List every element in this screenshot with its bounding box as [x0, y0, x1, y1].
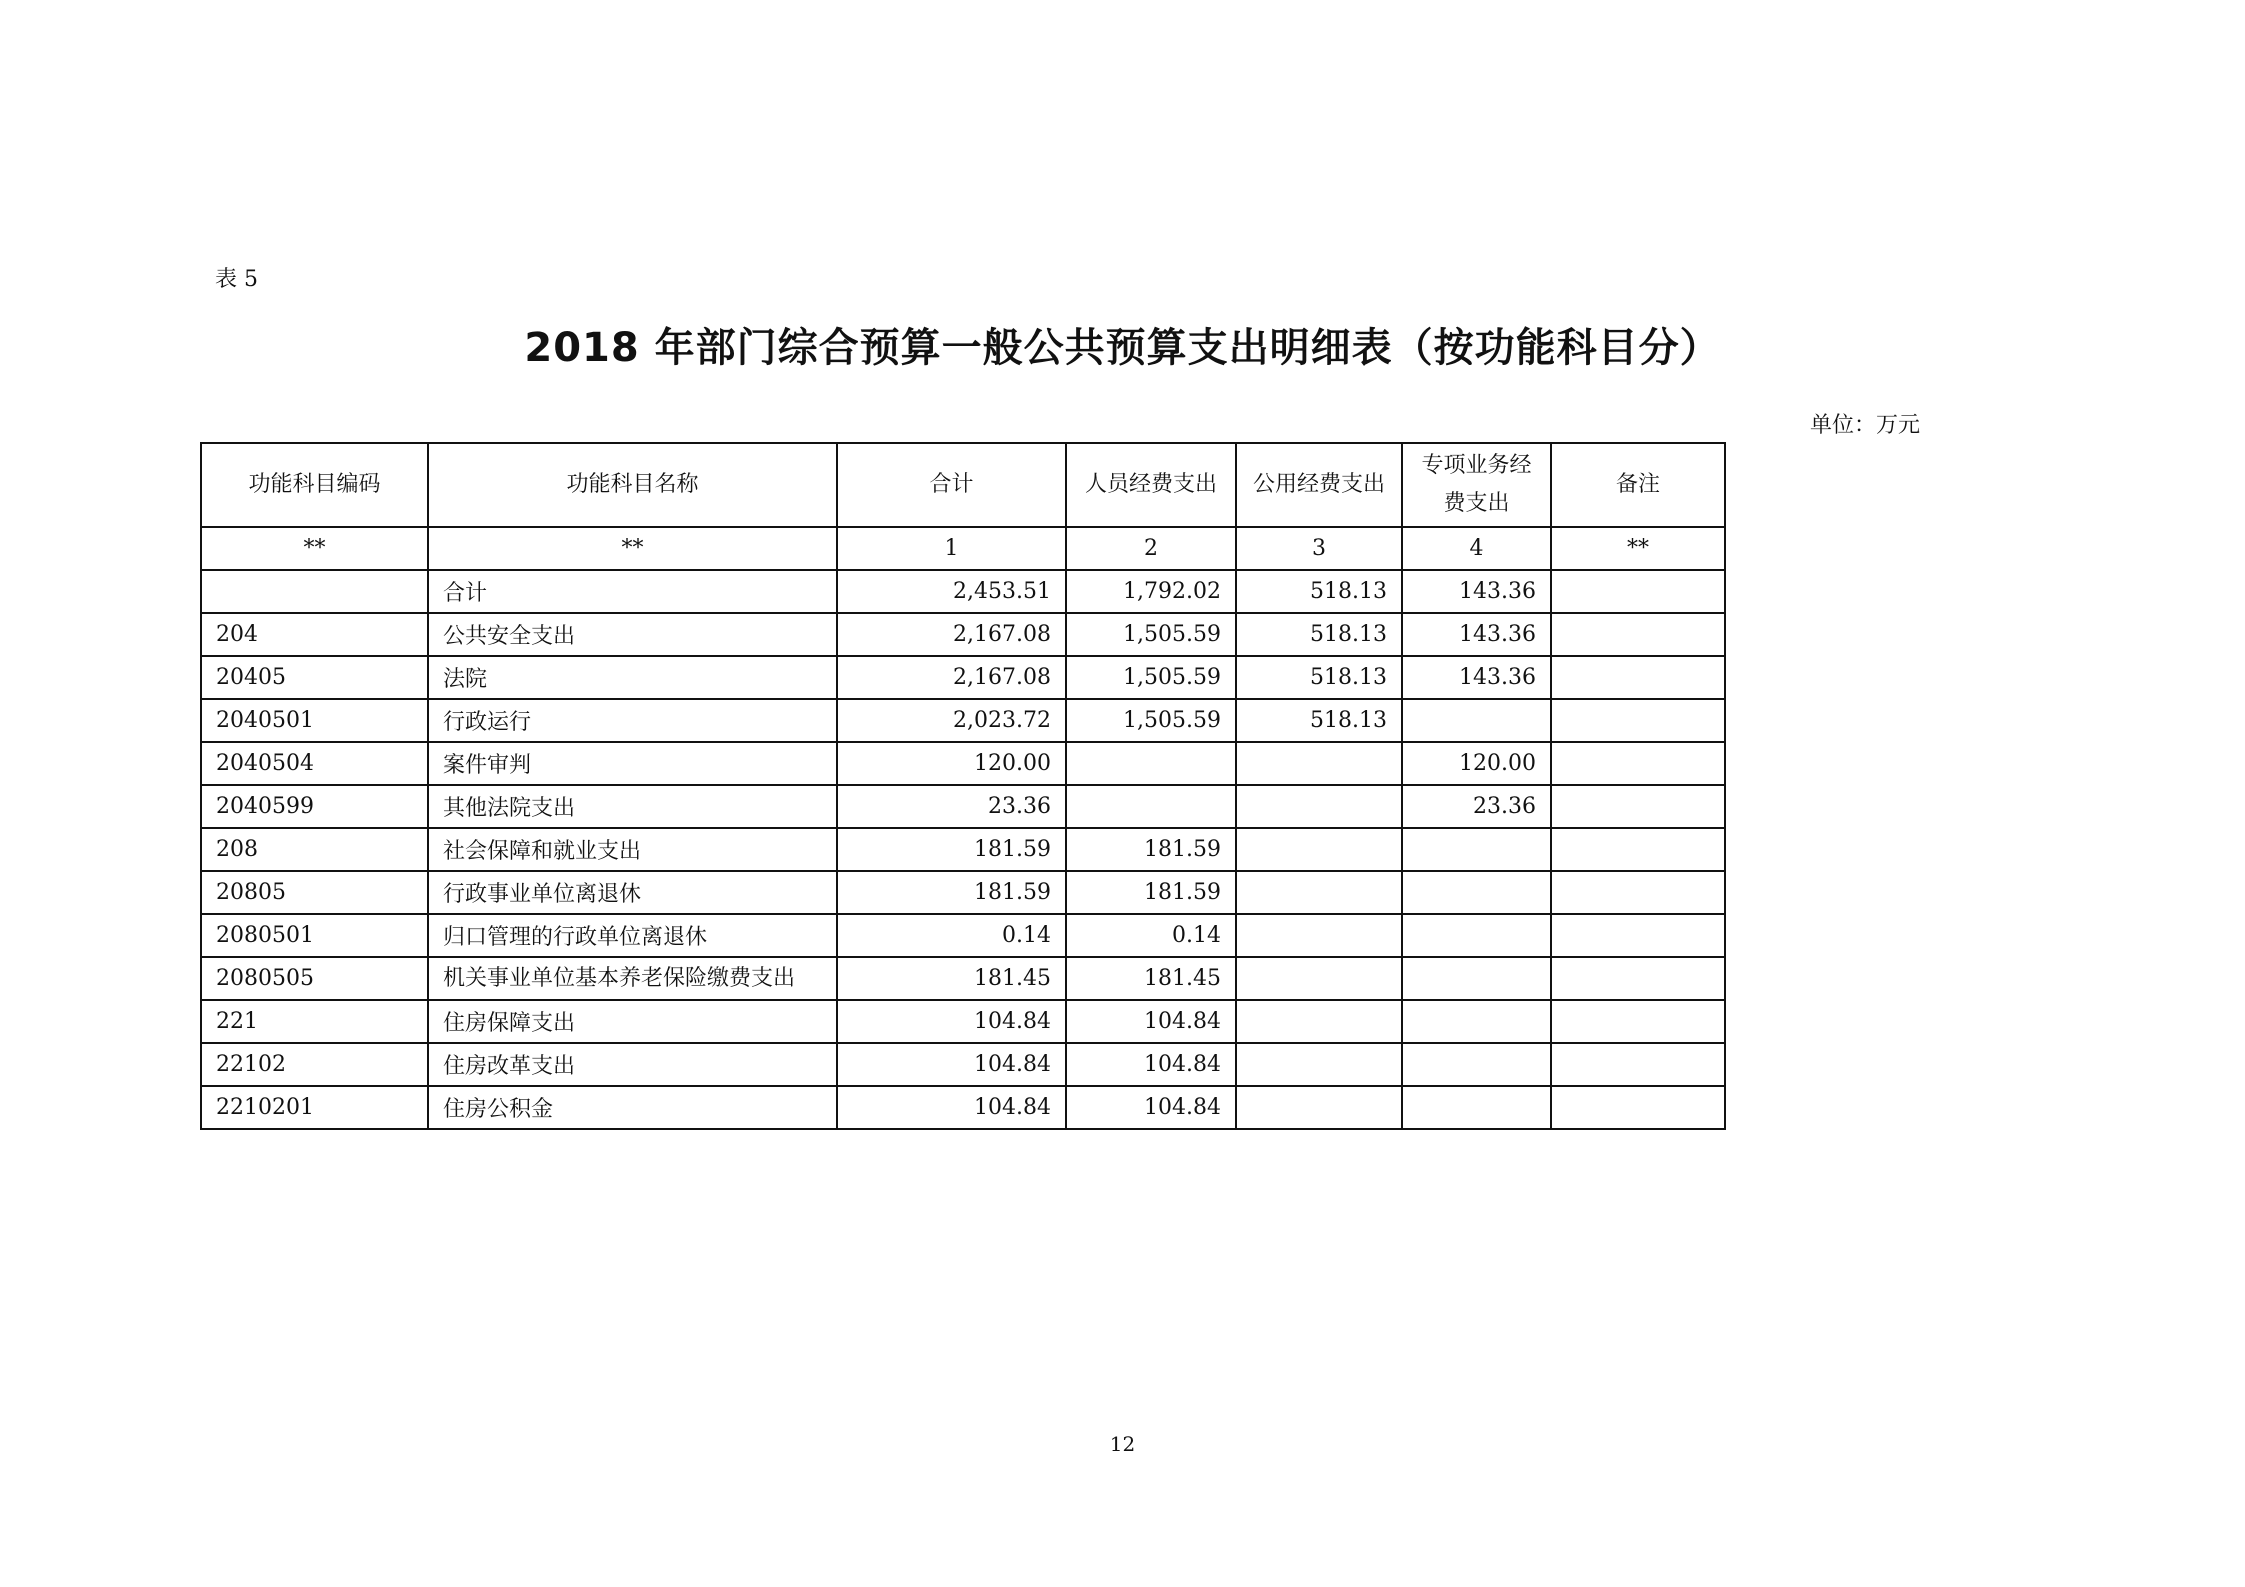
table-row [201, 570, 1725, 613]
name-cell: 机关事业单位基本养老保险缴费支出 [428, 957, 837, 1000]
public-cell: 518.13 [1236, 613, 1402, 656]
code-cell: 2210201 [201, 1086, 428, 1129]
personnel-cell: 0.14 [1066, 914, 1236, 957]
special-cell: 143.36 [1402, 570, 1551, 613]
code-cell: 22102 [201, 1043, 428, 1086]
header-note: 备注 [1551, 443, 1725, 527]
page-title: 2018 年部门综合预算一般公共预算支出明细表（按功能科目分） [524, 325, 1721, 371]
code-cell: 221 [201, 1000, 428, 1043]
personnel-cell: 1,505.59 [1066, 656, 1236, 699]
name-cell: 归口管理的行政单位离退休 [428, 914, 837, 957]
public-cell [1236, 957, 1402, 1000]
name-cell: 住房改革支出 [428, 1043, 837, 1086]
personnel-cell: 181.59 [1066, 871, 1236, 914]
header-special: 专项业务经费支出 [1402, 443, 1551, 527]
total-cell: 2,167.08 [837, 656, 1066, 699]
special-cell: 143.36 [1402, 656, 1551, 699]
total-cell: 104.84 [837, 1043, 1066, 1086]
note-cell [1551, 1086, 1725, 1129]
special-cell [1402, 1000, 1551, 1043]
index-cell: 2 [1066, 527, 1236, 570]
special-cell: 23.36 [1402, 785, 1551, 828]
index-row [201, 527, 1725, 570]
total-cell: 120.00 [837, 742, 1066, 785]
table-row [201, 742, 1725, 785]
name-cell: 合计 [428, 570, 837, 613]
special-cell [1402, 699, 1551, 742]
index-cell: ** [201, 527, 428, 570]
public-cell [1236, 742, 1402, 785]
personnel-cell: 104.84 [1066, 1000, 1236, 1043]
personnel-cell: 1,792.02 [1066, 570, 1236, 613]
header-name: 功能科目名称 [428, 443, 837, 527]
personnel-cell: 1,505.59 [1066, 613, 1236, 656]
total-cell: 181.59 [837, 871, 1066, 914]
code-cell: 2080501 [201, 914, 428, 957]
note-cell [1551, 656, 1725, 699]
code-cell: 2080505 [201, 957, 428, 1000]
total-cell: 181.59 [837, 828, 1066, 871]
note-cell [1551, 785, 1725, 828]
table-row [201, 914, 1725, 957]
public-cell [1236, 785, 1402, 828]
total-cell: 104.84 [837, 1086, 1066, 1129]
code-cell: 2040504 [201, 742, 428, 785]
index-cell: ** [1551, 527, 1725, 570]
table-row [201, 957, 1725, 1000]
public-cell: 518.13 [1236, 656, 1402, 699]
total-cell: 23.36 [837, 785, 1066, 828]
public-cell [1236, 871, 1402, 914]
name-cell: 公共安全支出 [428, 613, 837, 656]
name-cell: 其他法院支出 [428, 785, 837, 828]
special-cell [1402, 828, 1551, 871]
table-row [201, 613, 1725, 656]
special-cell [1402, 1086, 1551, 1129]
table-label: 表 5 [215, 267, 258, 292]
personnel-cell [1066, 785, 1236, 828]
index-cell: 4 [1402, 527, 1551, 570]
note-cell [1551, 1000, 1725, 1043]
personnel-cell: 104.84 [1066, 1043, 1236, 1086]
public-cell: 518.13 [1236, 570, 1402, 613]
note-cell [1551, 742, 1725, 785]
code-cell: 2040599 [201, 785, 428, 828]
note-cell [1551, 871, 1725, 914]
code-cell: 20405 [201, 656, 428, 699]
personnel-cell: 1,505.59 [1066, 699, 1236, 742]
personnel-cell: 104.84 [1066, 1086, 1236, 1129]
name-cell: 行政运行 [428, 699, 837, 742]
table-row [201, 871, 1725, 914]
name-cell: 住房保障支出 [428, 1000, 837, 1043]
personnel-cell [1066, 742, 1236, 785]
note-cell [1551, 828, 1725, 871]
special-cell [1402, 871, 1551, 914]
total-cell: 0.14 [837, 914, 1066, 957]
public-cell [1236, 1000, 1402, 1043]
total-cell: 2,453.51 [837, 570, 1066, 613]
special-cell [1402, 1043, 1551, 1086]
code-cell: 204 [201, 613, 428, 656]
special-cell [1402, 957, 1551, 1000]
public-cell [1236, 1043, 1402, 1086]
personnel-cell: 181.59 [1066, 828, 1236, 871]
table-row [201, 699, 1725, 742]
table-row [201, 785, 1725, 828]
name-cell: 法院 [428, 656, 837, 699]
name-cell: 住房公积金 [428, 1086, 837, 1129]
total-cell: 104.84 [837, 1000, 1066, 1043]
unit-label: 单位：万元 [1809, 413, 1920, 438]
personnel-cell: 181.45 [1066, 957, 1236, 1000]
total-cell: 2,167.08 [837, 613, 1066, 656]
table-row [201, 828, 1725, 871]
table-row [201, 1043, 1725, 1086]
table-row [201, 656, 1725, 699]
note-cell [1551, 957, 1725, 1000]
total-cell: 181.45 [837, 957, 1066, 1000]
note-cell [1551, 699, 1725, 742]
table-row [201, 1000, 1725, 1043]
note-cell [1551, 613, 1725, 656]
special-cell: 120.00 [1402, 742, 1551, 785]
total-cell: 2,023.72 [837, 699, 1066, 742]
header-row [201, 443, 1725, 527]
index-cell: 3 [1236, 527, 1402, 570]
index-cell: 1 [837, 527, 1066, 570]
page-number: 12 [1109, 1432, 1136, 1456]
budget-table [200, 442, 1726, 1130]
code-cell [201, 570, 428, 613]
header-total: 合计 [837, 443, 1066, 527]
note-cell [1551, 1043, 1725, 1086]
name-cell: 社会保障和就业支出 [428, 828, 837, 871]
public-cell [1236, 1086, 1402, 1129]
header-public: 公用经费支出 [1236, 443, 1402, 527]
note-cell [1551, 570, 1725, 613]
index-cell: ** [428, 527, 837, 570]
code-cell: 208 [201, 828, 428, 871]
code-cell: 20805 [201, 871, 428, 914]
note-cell [1551, 914, 1725, 957]
table-row [201, 1086, 1725, 1129]
name-cell: 行政事业单位离退休 [428, 871, 837, 914]
code-cell: 2040501 [201, 699, 428, 742]
header-code: 功能科目编码 [201, 443, 428, 527]
name-cell: 案件审判 [428, 742, 837, 785]
special-cell: 143.36 [1402, 613, 1551, 656]
public-cell: 518.13 [1236, 699, 1402, 742]
special-cell [1402, 914, 1551, 957]
public-cell [1236, 828, 1402, 871]
public-cell [1236, 914, 1402, 957]
header-personnel: 人员经费支出 [1066, 443, 1236, 527]
